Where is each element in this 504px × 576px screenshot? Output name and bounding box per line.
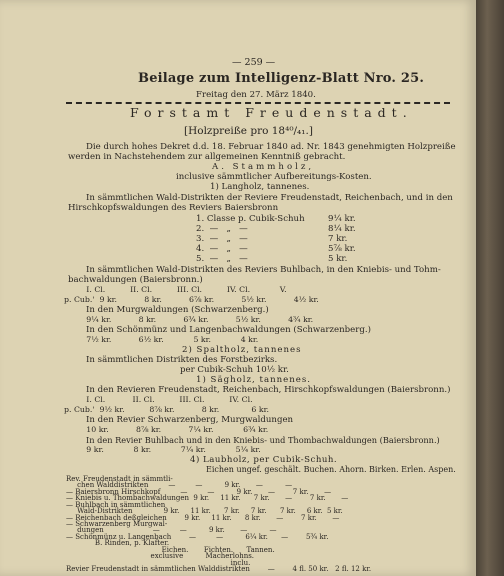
body-line: In sämmtlichen Distrikten des Forstbezirks. <box>86 355 278 365</box>
table-row: — Baiersbronn Hirschkopf — — 9 kr. — 7 kr. — <box>66 487 332 496</box>
body-line: 4) Laubholz, per Cubik-Schuh. <box>190 455 338 465</box>
body-line: In den Revier Buhlbach und in den Kniebis- und Thombachwaldungen (Baiersbronn.) <box>86 435 440 445</box>
body-line: In den Revier Schwarzenberg, Murgwaldungen <box>86 415 294 425</box>
class-value: 9¼ kr. <box>328 214 356 224</box>
table-row: — Buhlbach in sämmtlichen <box>66 500 166 509</box>
table-row: Rev. Freudenstadt in sämmtli- <box>66 475 173 483</box>
page-number: — 259 — <box>232 57 276 68</box>
page-title: Beilage zum Intelligenz-Blatt Nro. 25. <box>138 71 425 86</box>
class-label: 5. — „ — <box>196 254 248 264</box>
body-line: 1) Sägholz, tannenes. <box>196 375 312 385</box>
intro-line: werden in Nachstehendem zur allgemeinen Kenntniß gebracht. <box>68 152 346 162</box>
table-row: Eichen. Fichten. Tannen. <box>66 545 275 554</box>
class-value: 7 kr. <box>328 234 348 244</box>
class-value: 5 kr. <box>328 254 348 264</box>
table-row: B. Rinden, p. Klafter. <box>66 539 170 548</box>
class-label: 1. Classe p. Cubik-Schuh <box>196 214 305 224</box>
body-line: In den Murgwaldungen (Schwarzenberg.) <box>86 305 269 315</box>
table-row: exclusive Macherlohns. <box>66 552 255 561</box>
body-line: bachwaldungen (Baiersbronn.) <box>68 275 203 285</box>
body-line: Eichen ungef. geschält. Buchen. Ahorn. Birken. Erlen. Aspen. <box>206 465 456 474</box>
class-value: 5⅞ kr. <box>328 244 356 254</box>
section-heading: Forstamt Freudenstadt. <box>130 105 413 120</box>
body-line: per Cubik-Schuh 10½ kr. <box>180 365 289 375</box>
intro-line: In sämmtlichen Wald-Distrikten der Reviere Freudenstadt, Reichenbach, und in den <box>86 193 453 203</box>
body-line: p. Cub.' 9 kr. 8 kr. 6⅞ kr. 5½ kr. 4½ kr. <box>64 295 319 304</box>
table-row: inclu. <box>66 558 251 567</box>
body-line: 9¼ kr. 8 kr. 6¾ kr. 5½ kr. 4¾ kr. <box>64 315 314 324</box>
page-date: Freitag den 27. März 1840. <box>196 90 316 100</box>
body-line: In den Revieren Freudenstadt, Reichenbach, Hirschkopfswaldungen (Baiersbronn.) <box>86 385 451 395</box>
class-label: 4. — „ — <box>196 244 248 254</box>
table-row: — Reichenbach deßgleichen 9 kr. 11 kr. 8 kr. — 7 kr. — <box>66 513 340 522</box>
class-value: 8¼ kr. <box>328 224 356 234</box>
body-line: In sämmtlichen Wald-Distrikten des Reviers Buhlbach, in den Kniebis- und Tohm- <box>86 265 441 275</box>
body-line: 7½ kr. 6½ kr. 5 kr. 4 kr. <box>64 335 259 344</box>
intro-line: Die durch hohes Dekret d.d. 18. Februar 1840 ad. Nr. 1843 genehmigten Holzpreiße <box>86 142 456 152</box>
class-label: 3. — „ — <box>196 234 248 244</box>
table-row: — Schönmünz u. Langenbach — — 6¼ kr. — 5¾ kr. <box>66 532 329 541</box>
class-label: 2. — „ — <box>196 224 248 234</box>
body-line: I. Cl. II. Cl. III. Cl. IV. Cl. V. <box>64 285 287 294</box>
body-line: 2) Spaltholz, tannenes <box>182 345 302 355</box>
body-line: 9 kr. 8 kr. 7¼ kr. 5¼ kr. <box>64 445 261 454</box>
intro-line: inclusive sämmtlicher Aufbereitungs-Kosten. <box>176 172 372 182</box>
intro-line: Hirschkopfswaldungen des Reviers Baiersbronn <box>68 203 279 213</box>
intro-line: A. Stammholz, <box>212 162 315 172</box>
body-line: p. Cub.' 9½ kr. 8⅞ kr. 8 kr. 6 kr. <box>64 405 269 414</box>
book-edge <box>476 0 504 576</box>
body-line: I. Cl. II. Cl. III. Cl. IV. Cl. <box>64 395 253 404</box>
intro-line: 1) Langholz, tannenes. <box>210 182 310 192</box>
table-row: chen Walddistrikten — — 9 kr. — — <box>66 481 293 490</box>
table-row: Wald-Distrikten 9 kr. 11 kr. 7 kr. 7 kr. 7 kr. 6 kr. 5 kr. <box>66 507 343 516</box>
body-line: In den Schönmünz und Langenbachwaldungen (Schwarzenberg.) <box>86 325 371 335</box>
price-heading: [Holzpreiße pro 18⁴⁰/₄₁.] <box>184 125 313 137</box>
table-row: — Kniebis u. Thombachwaldungen 9 kr. 11 kr. 7 kr. — 7 kr. — <box>66 494 349 503</box>
table-row: — Schwarzenberg Murgwal- <box>66 520 168 528</box>
table-row: Revier Freudenstadt in sämmtlichen Walddistrikten — 4 fl. 50 kr. 2 fl. 12 kr. <box>66 565 372 573</box>
body-line: 10 kr. 8⅞ kr. 7¼ kr. 6¾ kr. <box>64 425 269 434</box>
table-row: dungen — — 9 kr. — — <box>66 526 277 535</box>
